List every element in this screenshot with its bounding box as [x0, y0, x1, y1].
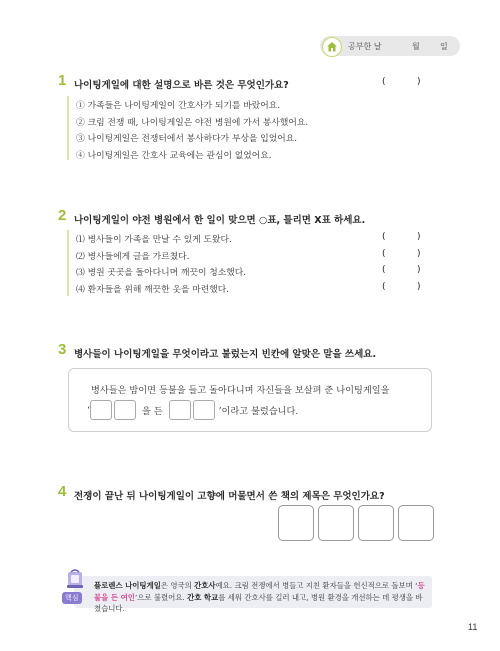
question-2-answer-2[interactable]: ( ): [382, 249, 421, 259]
study-date-pill: [320, 36, 460, 56]
question-2-text: 나이팅게일이 야전 병원에서 한 일이 맞으면 ○표, 틀리면 X표 하세요.: [74, 215, 366, 226]
question-3-fill-line: [87, 400, 298, 420]
question-2-answer-4[interactable]: ( ): [382, 282, 421, 292]
blank-box-2[interactable]: [114, 400, 136, 420]
question-1-answer[interactable]: ( ): [382, 77, 421, 87]
key-point-text-4: 를 세워 간호사를 길러 내고, 병원 환경을 개선하는 데 평생을 바쳤습니다.: [94, 592, 423, 613]
question-2-answer-3[interactable]: ( ): [382, 265, 421, 275]
question-2-item-4: ⑷ 환자들을 위해 깨끗한 옷을 마련했다.: [76, 285, 230, 295]
day-label: 일: [440, 42, 448, 51]
study-day-label: 공부한 날: [348, 42, 382, 51]
question-3-middle-text: 을 든: [141, 406, 163, 417]
question-3-closing-text: ’이라고 불렀습니다.: [218, 406, 299, 417]
question-3-text: 병사들이 나이팅게일을 무엇이라고 불렀는지 빈칸에 알맞은 말을 쓰세요.: [74, 349, 377, 360]
key-point-school: 간호 학교: [187, 592, 219, 602]
question-1-number: 1: [58, 72, 67, 89]
question-3-passage-line: 병사들은 밤이면 등불을 들고 돌아다니며 자신들을 보살펴 준 나이팅게일을: [91, 385, 390, 396]
question-1-option-1[interactable]: ① 가족들은 나이팅게일이 간호사가 되기를 바랐어요.: [76, 101, 281, 111]
question-2-number: 2: [58, 207, 67, 224]
page-number: 11: [468, 622, 478, 632]
title-answer-box-2[interactable]: [318, 505, 354, 541]
title-answer-box-3[interactable]: [358, 505, 394, 541]
month-label: 월: [412, 42, 420, 51]
key-point-badge: 핵심: [62, 592, 82, 604]
key-point-lady: 등불을 든 여인: [94, 581, 425, 602]
question-1-option-3[interactable]: ③ 나이팅게일은 전쟁터에서 봉사하다가 부상을 입었어요.: [76, 134, 298, 144]
blank-box-3[interactable]: [169, 400, 191, 420]
question-2-item-2: ⑵ 병사들에게 글을 가르쳤다.: [76, 252, 190, 262]
home-icon: [322, 37, 342, 57]
question-2-bar: [67, 230, 69, 296]
question-2-answer-1[interactable]: ( ): [382, 232, 421, 242]
blank-box-4[interactable]: [193, 400, 215, 420]
question-1-bar: [67, 96, 69, 160]
question-1-option-2[interactable]: ② 크림 전쟁 때, 나이팅게일은 야전 병원에 가서 봉사했어요.: [76, 118, 309, 128]
question-2-item-3: ⑶ 병원 곳곳을 돌아다니며 깨끗이 청소했다.: [76, 268, 247, 278]
open-quote: ‘: [87, 404, 90, 416]
title-answer-box-4[interactable]: [398, 505, 434, 541]
key-point-text-1: 은 영국의: [160, 581, 195, 590]
key-point-name: 플로렌스 나이팅게일: [94, 581, 161, 590]
key-point-nurse: 간호사: [194, 581, 216, 590]
question-1-text: 나이팅게일에 대한 설명으로 바른 것은 무엇인가요?: [74, 80, 289, 91]
lantern-icon: [62, 568, 88, 592]
question-4-number: 4: [58, 483, 67, 500]
blank-box-1[interactable]: [90, 400, 112, 420]
key-point-text-2: 예요. 크림 전쟁에서 병들고 지친 환자들을 헌신적으로 돌보며 ‘: [215, 581, 418, 590]
key-point-text: [94, 580, 426, 615]
question-1-option-4[interactable]: ④ 나이팅게일은 간호사 교육에는 관심이 없었어요.: [76, 151, 272, 161]
title-answer-box-1[interactable]: [278, 505, 314, 541]
question-2-item-1: ⑴ 병사들이 가족을 만날 수 있게 도왔다.: [76, 235, 232, 245]
key-point-text-3: ’으로 불렸어요.: [134, 592, 188, 602]
question-3-number: 3: [58, 341, 67, 358]
question-3-passage-box: [68, 368, 432, 432]
question-4-text: 전쟁이 끝난 뒤 나이팅게일이 고향에 머물면서 쓴 책의 제목은 무엇인가요?: [74, 491, 385, 502]
